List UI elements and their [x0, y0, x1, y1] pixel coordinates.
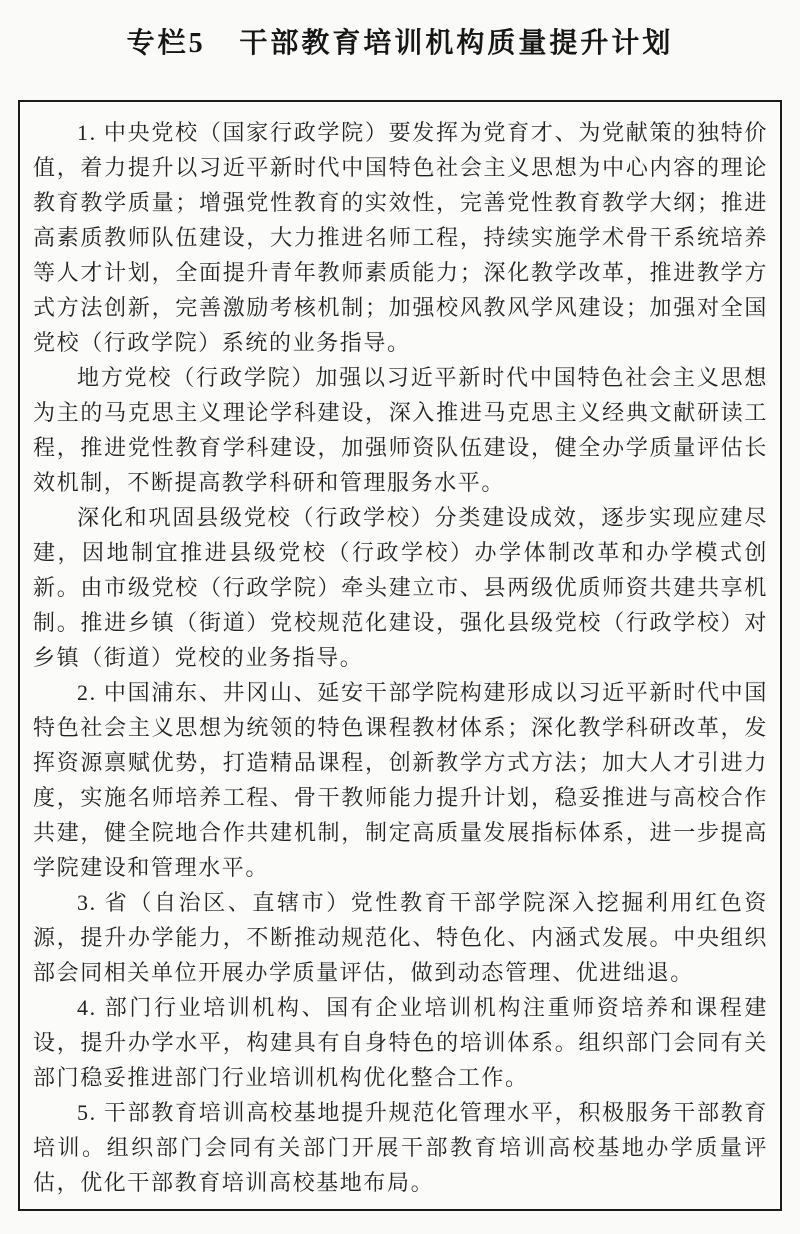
paragraph-provincial-institutes: 3. 省（自治区、直辖市）党性教育干部学院深入挖掘利用红色资源，提升办学能力，不断推动规范化、特色化、内涵式发展。中央组织部会同相关单位开展办学质量评估，做到动态管理、优进绌退。: [33, 890, 768, 985]
paragraph-central-party-school: 1. 中央党校（国家行政学院）要发挥为党育才、为党献策的独特价值，着力提升以习近平新时代中国特色社会主义思想为中心内容的理论教育教学质量；增强党性教育的实效性，完善党性教育教学大纲；推进高素质教师队伍建设，大力推进名师工程，持续实施学术骨干系统培养等人才计划，全面提升青年教师素质能力；深化教学改革，推进教学方式方法创新，完善激励考核机制；加强校风教风学风建设；加强对全国党校（行政学院）系统的业务指导。: [33, 120, 768, 355]
content-box: [18, 100, 782, 1211]
page-title-text: 干部教育培训机构质量提升计划: [239, 28, 674, 59]
paragraph-cadre-academies: 2. 中国浦东、井冈山、延安干部学院构建形成以习近平新时代中国特色社会主义思想为统领的特色课程教材体系；深化教学科研改革，发挥资源禀赋优势，打造精品课程，创新教学方式方法；加大人才引进力度，实施名师培养工程、骨干教师能力提升计划，稳妥推进与高校合作共建，健全院地合作共建机制，制定高质量发展指标体系，进一步提高学院建设和管理水平。: [33, 680, 768, 880]
paragraph-industry-training-institutions: 4. 部门行业培训机构、国有企业培训机构注重师资培养和课程建设，提升办学水平，构建具有自身特色的培训体系。组织部门会同有关部门稳妥推进部门行业培训机构优化整合工作。: [33, 995, 768, 1090]
paragraph-local-party-schools: 地方党校（行政学院）加强以习近平新时代中国特色社会主义思想为主的马克思主义理论学科建设，深入推进马克思主义经典文献研读工程，推进党性教育学科建设，加强师资队伍建设，健全办学质量评估长效机制，不断提高教学科研和管理服务水平。: [33, 365, 768, 495]
column-label: 专栏5: [126, 28, 206, 59]
page-title: [0, 22, 800, 66]
paragraph-university-training-bases: 5. 干部教育培训高校基地提升规范化管理水平，积极服务干部教育培训。组织部门会同有关部门开展干部教育培训高校基地办学质量评估，优化干部教育培训高校基地布局。: [33, 1100, 768, 1195]
paragraph-county-party-schools: 深化和巩固县级党校（行政学校）分类建设成效，逐步实现应建尽建，因地制宜推进县级党校（行政学校）办学体制改革和办学模式创新。由市级党校（行政学院）牵头建立市、县两级优质师资共建共享机制。推进乡镇（街道）党校规范化建设，强化县级党校（行政学校）对乡镇（街道）党校的业务指导。: [33, 505, 768, 670]
